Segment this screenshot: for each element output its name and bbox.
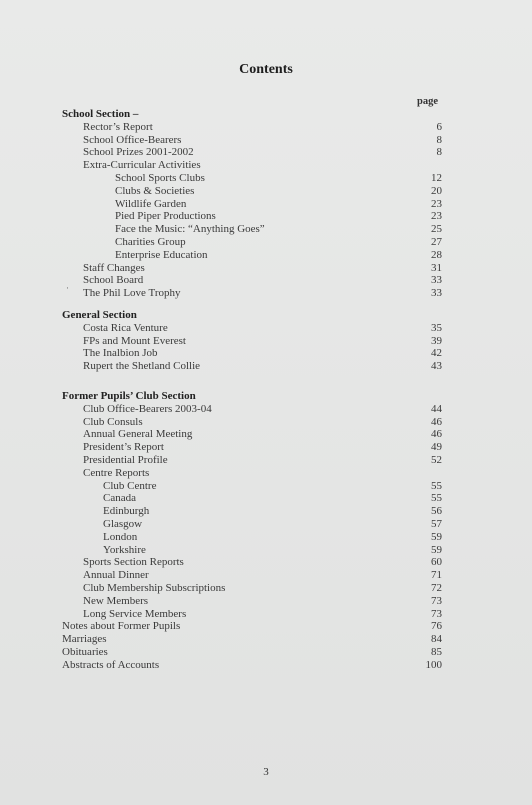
toc-entry: Notes about Former Pupils: [62, 620, 181, 633]
toc-page-number: 60: [431, 556, 442, 569]
toc-entry: Centre Reports: [83, 466, 150, 479]
toc-entry: London: [103, 530, 138, 543]
toc-entry: Charities Group: [115, 236, 186, 248]
toc-page-number: 23: [431, 197, 442, 210]
toc-entry: Glasgow: [103, 518, 143, 530]
toc-entry: Club Consuls: [83, 415, 143, 428]
toc-page-number: 59: [431, 543, 442, 556]
toc-page-number: 23: [431, 210, 442, 223]
toc-page-number: 31: [431, 261, 442, 274]
toc-page-number: 8: [436, 146, 442, 159]
toc-entry: School Sports Clubs: [115, 172, 205, 184]
toc-entry: New Members: [83, 594, 149, 607]
toc-entry: Obituaries: [62, 646, 108, 658]
toc-page-number: 85: [431, 646, 442, 658]
toc-entry: Club Membership Subscriptions: [83, 582, 226, 594]
toc-page-number: 12: [431, 172, 442, 184]
toc-page-number: 39: [431, 334, 442, 347]
toc-page-number: 84: [431, 633, 442, 646]
page-title: Contents: [239, 62, 293, 77]
toc-page-number: 59: [431, 530, 442, 543]
toc-page-number: 55: [431, 479, 442, 492]
toc-entry: School Prizes 2001-2002: [83, 146, 194, 159]
toc-page-number: 43: [431, 360, 442, 373]
toc-entry: Abstracts of Accounts: [62, 658, 160, 671]
toc-page-number: 73: [431, 607, 442, 620]
toc-entry: Canada: [103, 492, 136, 505]
section-heading: General Section: [62, 309, 137, 321]
toc-page-number: 25: [431, 223, 442, 236]
toc-page-number: 56: [431, 505, 442, 518]
toc-page-number: 33: [431, 287, 442, 300]
toc-entry: The Inalbion Job: [83, 347, 158, 360]
toc-entry: Face the Music: “Anything Goes”: [115, 223, 265, 236]
section-heading: School Section –: [62, 108, 139, 120]
toc-entry: Club Office-Bearers 2003-04: [83, 402, 212, 415]
toc-page-number: 28: [431, 248, 442, 261]
toc-page-number: 20: [431, 184, 442, 197]
toc-page-number: 52: [431, 454, 442, 466]
toc-entry: Wildlife Garden: [115, 197, 187, 210]
toc-page-number: 71: [431, 569, 442, 582]
margin-mark: ·: [66, 283, 69, 293]
toc-page-number: 42: [431, 347, 442, 360]
toc-page-number: 57: [431, 518, 442, 530]
toc-entry: Rector’s Report: [83, 120, 153, 133]
toc-page-number: 73: [431, 594, 442, 607]
toc-entry: President’s Report: [83, 441, 164, 454]
toc-entry: Staff Changes: [83, 261, 145, 274]
toc-entry: Clubs & Societies: [115, 184, 195, 197]
toc-entry: Costa Rica Venture: [83, 321, 168, 334]
toc-page-number: 100: [425, 658, 442, 671]
toc-entry: Enterprise Education: [115, 248, 208, 261]
toc-entry: Sports Section Reports: [83, 556, 184, 569]
toc-entry: Rupert the Shetland Collie: [83, 360, 201, 373]
toc-entry: Marriages: [62, 633, 107, 646]
toc-page-number: 8: [436, 133, 442, 146]
page-number: 3: [263, 766, 269, 778]
toc-entry: Pied Piper Productions: [115, 210, 216, 223]
toc-page-number: 44: [431, 402, 442, 415]
toc-page-number: 49: [431, 441, 442, 454]
toc-page-number: 35: [431, 321, 442, 334]
toc-page-number: 33: [431, 274, 442, 287]
toc-page-number: 6: [436, 120, 442, 133]
toc-entry: School Office-Bearers: [83, 133, 182, 146]
toc-page-number: 55: [431, 492, 442, 505]
toc-entry: The Phil Love Trophy: [83, 287, 181, 300]
toc-page-number: 46: [431, 428, 442, 441]
toc-entry: Long Service Members: [83, 607, 187, 620]
toc-page-number: 27: [431, 236, 442, 248]
toc-entry: Extra-Curricular Activities: [83, 159, 201, 172]
toc-page-number: 72: [431, 582, 442, 594]
section-heading: Former Pupils’ Club Section: [62, 390, 196, 402]
page-column-header: page: [417, 96, 438, 107]
toc-entry: Annual Dinner: [83, 569, 149, 582]
toc-page-number: 76: [431, 620, 442, 633]
toc-entry: Annual General Meeting: [83, 428, 193, 441]
toc-entry: Club Centre: [103, 479, 157, 492]
toc-entry: Edinburgh: [103, 505, 150, 518]
toc-entry: Presidential Profile: [83, 454, 168, 466]
toc-entry: FPs and Mount Everest: [83, 334, 186, 347]
toc-page-number: 46: [431, 415, 442, 428]
toc-entry: Yorkshire: [103, 543, 146, 556]
toc-entry: School Board: [83, 274, 144, 287]
